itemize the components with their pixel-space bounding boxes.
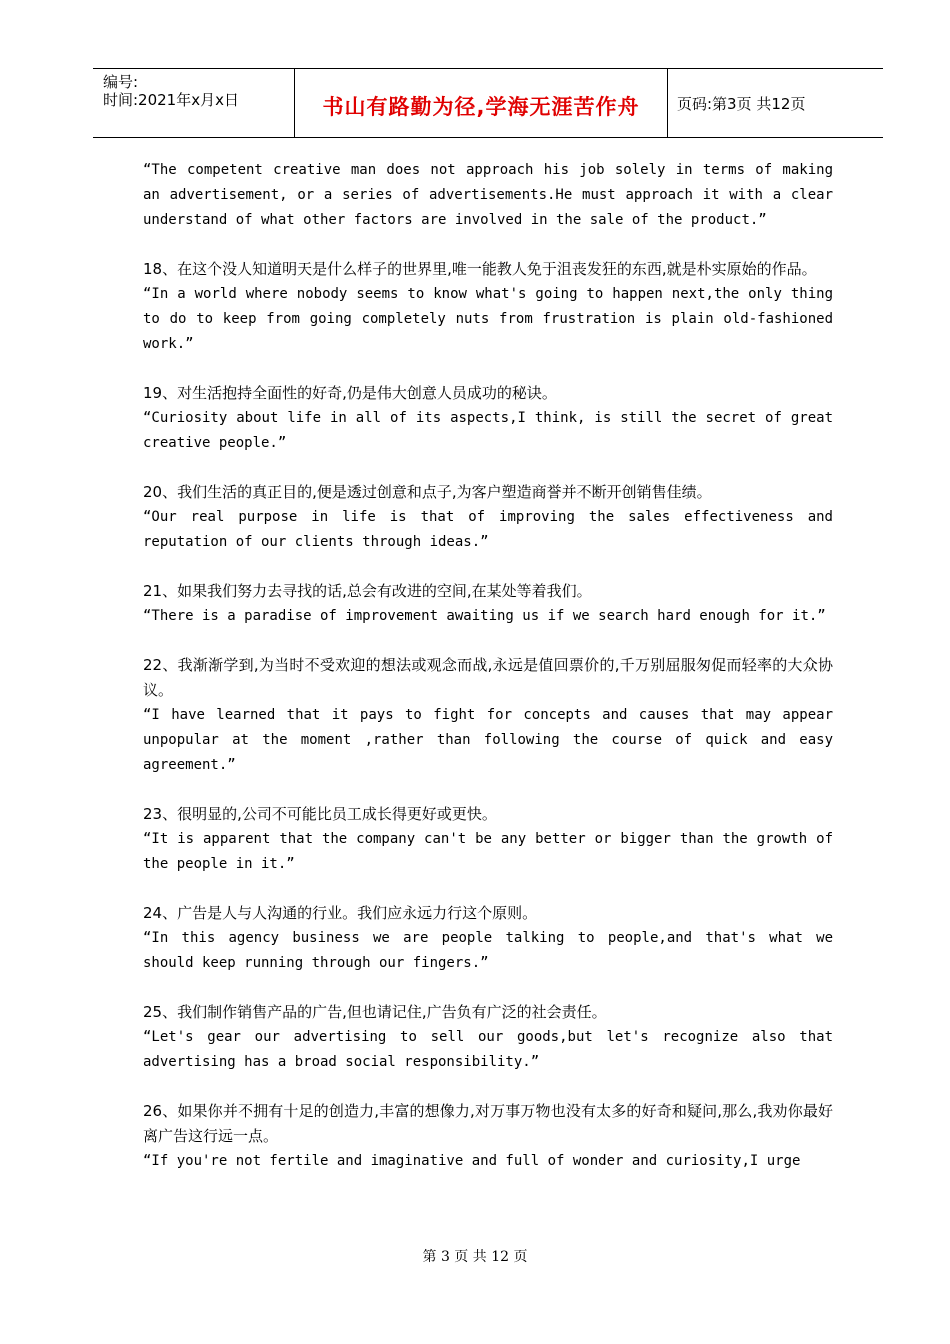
quote-chinese: 24、广告是人与人沟通的行业。我们应永远力行这个原则。 bbox=[143, 904, 538, 922]
quote-chinese: 18、在这个没人知道明天是什么样子的世界里,唯一能教人免于沮丧发狂的东西,就是朴实原始的作品。 bbox=[143, 260, 817, 278]
header-meta-cell bbox=[93, 69, 295, 137]
quote-entry bbox=[143, 901, 833, 976]
quote-english: “It is apparent that the company can't be any better or bigger than the growth of the people in it.” bbox=[143, 831, 833, 872]
quote-entry bbox=[143, 480, 833, 555]
page-footer: 第 3 页 共 12 页 bbox=[422, 1249, 528, 1265]
quote-english: “I have learned that it pays to fight for concepts and causes that may appear unpopular at the moment ,rather than following the course of quick and easy agreement.” bbox=[143, 707, 833, 773]
number-label: 编号: bbox=[103, 73, 139, 91]
quote-chinese: 20、我们生活的真正目的,便是透过创意和点子,为客户塑造商誉并不断开创销售佳绩。 bbox=[143, 483, 712, 501]
quote-english: “The competent creative man does not approach his job solely in terms of making an advertisement, or a series of advertisements.He must approach it with a clear understand of what other factors are involved in the sale of the product.” bbox=[143, 162, 833, 228]
quote-entry bbox=[143, 1000, 833, 1075]
header-page-cell bbox=[668, 69, 883, 137]
quote-chinese: 22、我渐渐学到,为当时不受欢迎的想法或观念而战,永远是值回票价的,千万别屈服匆促而轻率的大众协议。 bbox=[143, 656, 833, 699]
quote-entry bbox=[143, 381, 833, 456]
quote-chinese: 19、对生活抱持全面性的好奇,仍是伟大创意人员成功的秘诀。 bbox=[143, 384, 557, 402]
quote-entry bbox=[143, 653, 833, 778]
quote-chinese: 23、很明显的,公司不可能比员工成长得更好或更快。 bbox=[143, 805, 497, 823]
header-motto-cell bbox=[295, 69, 668, 137]
quote-english: “Our real purpose in life is that of improving the sales effectiveness and reputation of our clients through ideas.” bbox=[143, 509, 833, 550]
quote-chinese: 26、如果你并不拥有十足的创造力,丰富的想像力,对万事万物也没有太多的好奇和疑问,那么,我劝你最好离广告这行远一点。 bbox=[143, 1102, 833, 1145]
quote-english: “If you're not fertile and imaginative and full of wonder and curiosity,I urge bbox=[143, 1153, 801, 1169]
quote-chinese: 21、如果我们努力去寻找的话,总会有改进的空间,在某处等着我们。 bbox=[143, 582, 592, 600]
motto: 书山有路勤为径,学海无涯苦作舟 bbox=[322, 95, 640, 119]
page-info: 页码:第3页 共12页 bbox=[677, 95, 806, 113]
quote-english: “In this agency business we are people talking to people,and that's what we should keep running through our fingers.” bbox=[143, 930, 833, 971]
quote-entry bbox=[143, 158, 833, 233]
quote-chinese: 25、我们制作销售产品的广告,但也请记住,广告负有广泛的社会责任。 bbox=[143, 1003, 607, 1021]
quote-english: “There is a paradise of improvement awaiting us if we search hard enough for it.” bbox=[143, 608, 826, 624]
quote-list bbox=[143, 158, 833, 1198]
quote-english: “Curiosity about life in all of its aspects,I think, is still the secret of great creative people.” bbox=[143, 410, 833, 451]
quote-english: “Let's gear our advertising to sell our goods,but let's recognize also that advertising has a broad social responsibility.” bbox=[143, 1029, 833, 1070]
quote-entry bbox=[143, 1099, 833, 1174]
quote-entry bbox=[143, 802, 833, 877]
quote-entry bbox=[143, 579, 833, 629]
time-label: 时间:2021年x月x日 bbox=[103, 91, 239, 109]
quote-entry bbox=[143, 257, 833, 357]
page-header bbox=[93, 68, 883, 138]
quote-english: “In a world where nobody seems to know what's going to happen next,the only thing to do to keep from going completely nuts from frustration is plain old-fashioned work.” bbox=[143, 286, 833, 352]
